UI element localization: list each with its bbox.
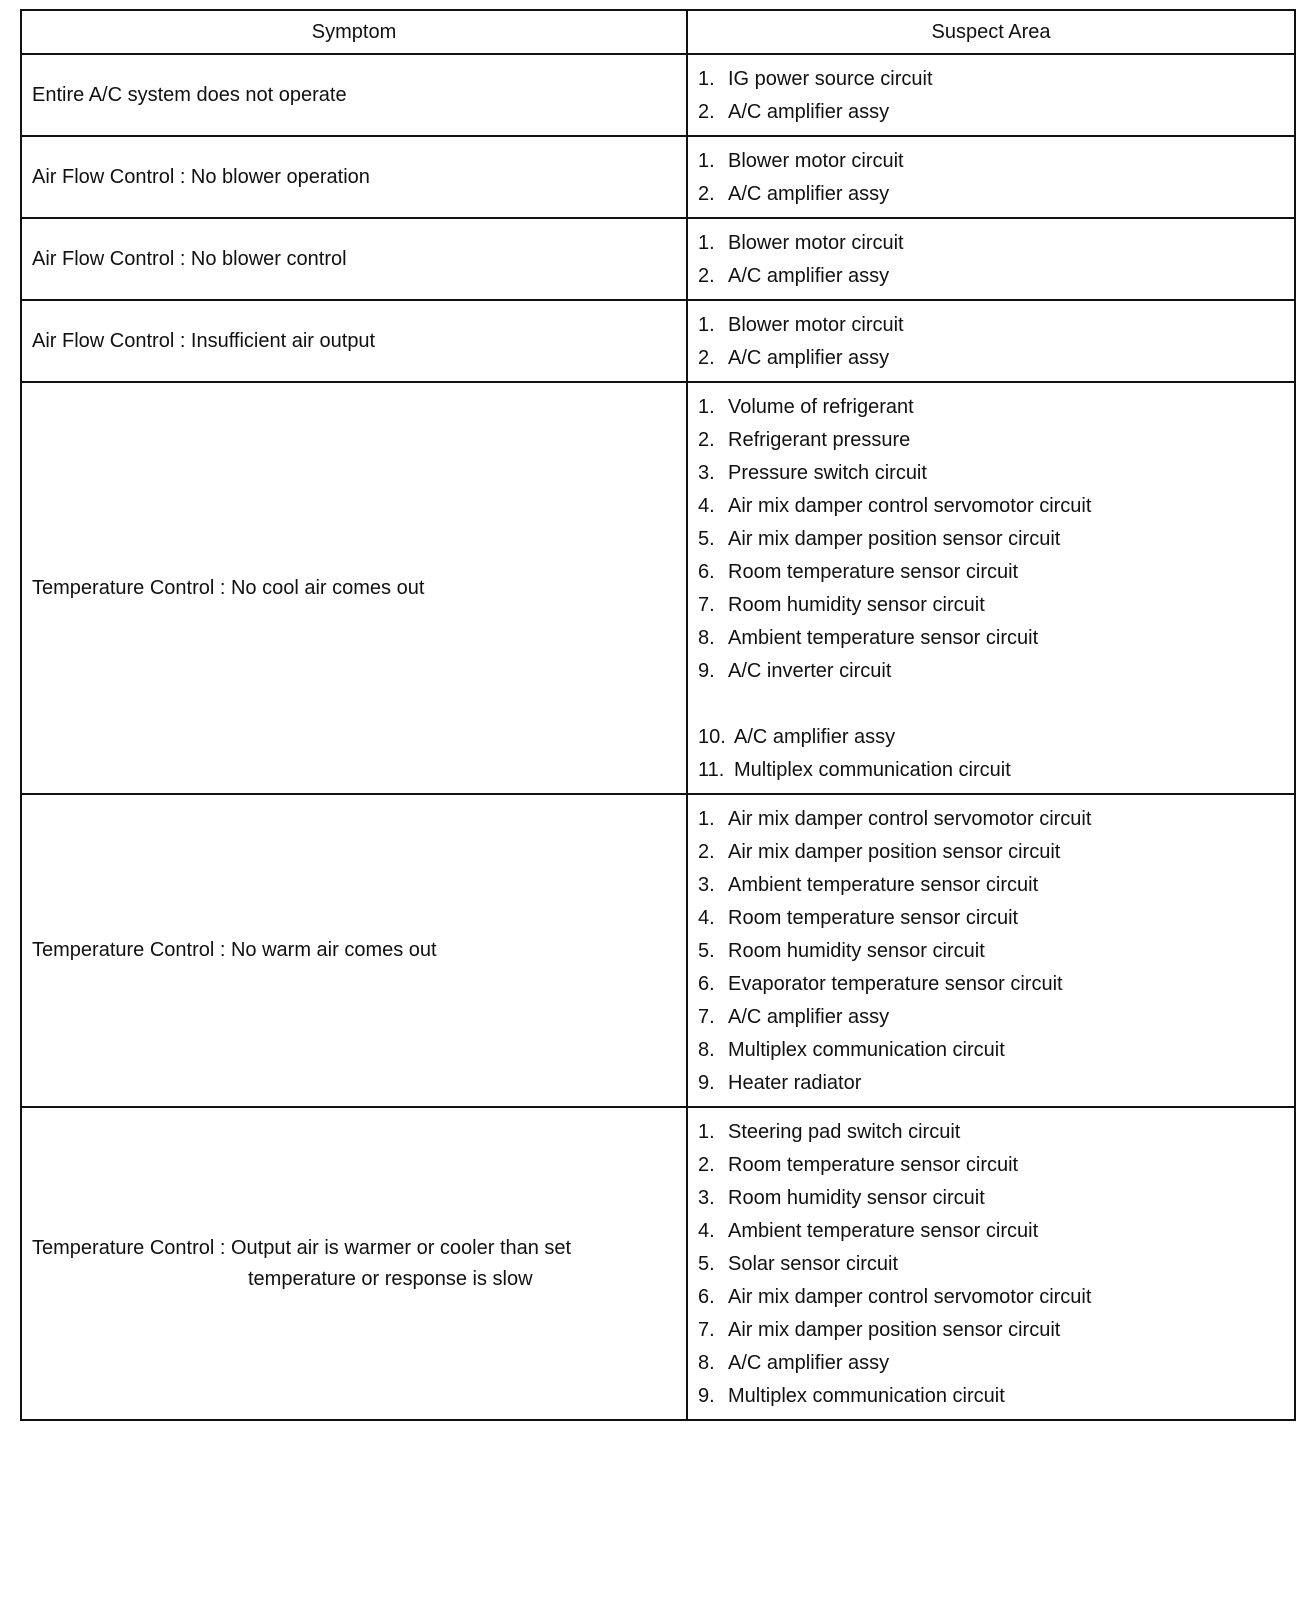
suspect-list — [698, 145, 1294, 211]
list-item: 1. Blower motor circuit — [698, 232, 904, 254]
symptom-cell — [21, 1107, 687, 1420]
suspect-cell — [687, 54, 1295, 136]
table-row — [21, 300, 1295, 382]
list-item: 1. Blower motor circuit — [698, 150, 904, 172]
list-item: 8. Multiplex communication circuit — [698, 1039, 1005, 1061]
list-item: 7. Air mix damper position sensor circuit — [698, 1319, 1061, 1341]
list-item: 2. Room temperature sensor circuit — [698, 1154, 1019, 1176]
table-row — [21, 1107, 1295, 1420]
table-row — [21, 794, 1295, 1107]
list-item: 2. A/C amplifier assy — [698, 265, 890, 287]
list-item: 3. Ambient temperature sensor circuit — [698, 874, 1039, 896]
list-item: 2. A/C amplifier assy — [698, 183, 890, 205]
symptom-cell: Entire A/C system does not operate — [21, 54, 687, 136]
suspect-cell — [687, 300, 1295, 382]
list-item: 6. Air mix damper control servomotor circuit — [698, 1286, 1092, 1308]
symptom-cell: Air Flow Control : Insufficient air output — [21, 300, 687, 382]
symptom-cell: Air Flow Control : No blower control — [21, 218, 687, 300]
list-item: 3. Pressure switch circuit — [698, 462, 927, 484]
suspect-list — [698, 227, 1294, 293]
list-item: 9. A/C inverter circuit — [698, 660, 892, 682]
symptom-table — [20, 9, 1296, 1421]
suspect-cell — [687, 794, 1295, 1107]
suspect-list — [698, 1116, 1294, 1413]
suspect-cell — [687, 136, 1295, 218]
list-item: 3. Room humidity sensor circuit — [698, 1187, 985, 1209]
list-item: 10. A/C amplifier assy — [698, 726, 896, 748]
list-item: 2. A/C amplifier assy — [698, 347, 890, 369]
symptom-cell: Temperature Control : No cool air comes out — [21, 382, 687, 794]
table-row — [21, 218, 1295, 300]
symptom-header: Symptom — [21, 10, 687, 54]
suspect-cell — [687, 218, 1295, 300]
header-row — [21, 10, 1295, 54]
list-item: 5. Air mix damper position sensor circuit — [698, 528, 1061, 550]
table-row — [21, 382, 1295, 794]
list-item: 6. Evaporator temperature sensor circuit — [698, 973, 1063, 995]
list-spacer — [698, 688, 1294, 721]
list-item: 1. Steering pad switch circuit — [698, 1121, 961, 1143]
list-item: 5. Solar sensor circuit — [698, 1253, 899, 1275]
list-item: 4. Air mix damper control servomotor circuit — [698, 495, 1092, 517]
list-item: 8. A/C amplifier assy — [698, 1352, 890, 1374]
suspect-area-header: Suspect Area — [687, 10, 1295, 54]
list-item: 4. Ambient temperature sensor circuit — [698, 1220, 1039, 1242]
list-item: 2. Refrigerant pressure — [698, 429, 911, 451]
list-item: 7. Room humidity sensor circuit — [698, 594, 985, 616]
list-item: 9. Multiplex communication circuit — [698, 1385, 1005, 1407]
suspect-list — [698, 63, 1294, 129]
list-item: 2. A/C amplifier assy — [698, 101, 890, 123]
symptom-cell: Air Flow Control : No blower operation — [21, 136, 687, 218]
table-row — [21, 54, 1295, 136]
suspect-list — [698, 803, 1294, 1100]
suspect-list — [698, 309, 1294, 375]
list-item: 1. Blower motor circuit — [698, 314, 904, 336]
symptom-line-2: temperature or response is slow — [248, 1267, 533, 1290]
list-item: 4. Room temperature sensor circuit — [698, 907, 1019, 929]
list-item: 1. Volume of refrigerant — [698, 396, 914, 418]
list-item: 5. Room humidity sensor circuit — [698, 940, 985, 962]
list-item: 8. Ambient temperature sensor circuit — [698, 627, 1039, 649]
list-item: 6. Room temperature sensor circuit — [698, 561, 1019, 583]
list-item: 9. Heater radiator — [698, 1072, 862, 1094]
symptom-line-1: Temperature Control : Output air is warmer or cooler than set — [32, 1236, 572, 1259]
list-item: 2. Air mix damper position sensor circuit — [698, 841, 1061, 863]
suspect-cell — [687, 1107, 1295, 1420]
suspect-cell — [687, 382, 1295, 794]
symptom-cell: Temperature Control : No warm air comes out — [21, 794, 687, 1107]
list-item: 7. A/C amplifier assy — [698, 1006, 890, 1028]
list-item: 11. Multiplex communication circuit — [698, 759, 1011, 781]
suspect-list — [698, 391, 1294, 787]
list-item: 1. Air mix damper control servomotor circuit — [698, 808, 1092, 830]
table-row — [21, 136, 1295, 218]
list-item: 1. IG power source circuit — [698, 68, 933, 90]
